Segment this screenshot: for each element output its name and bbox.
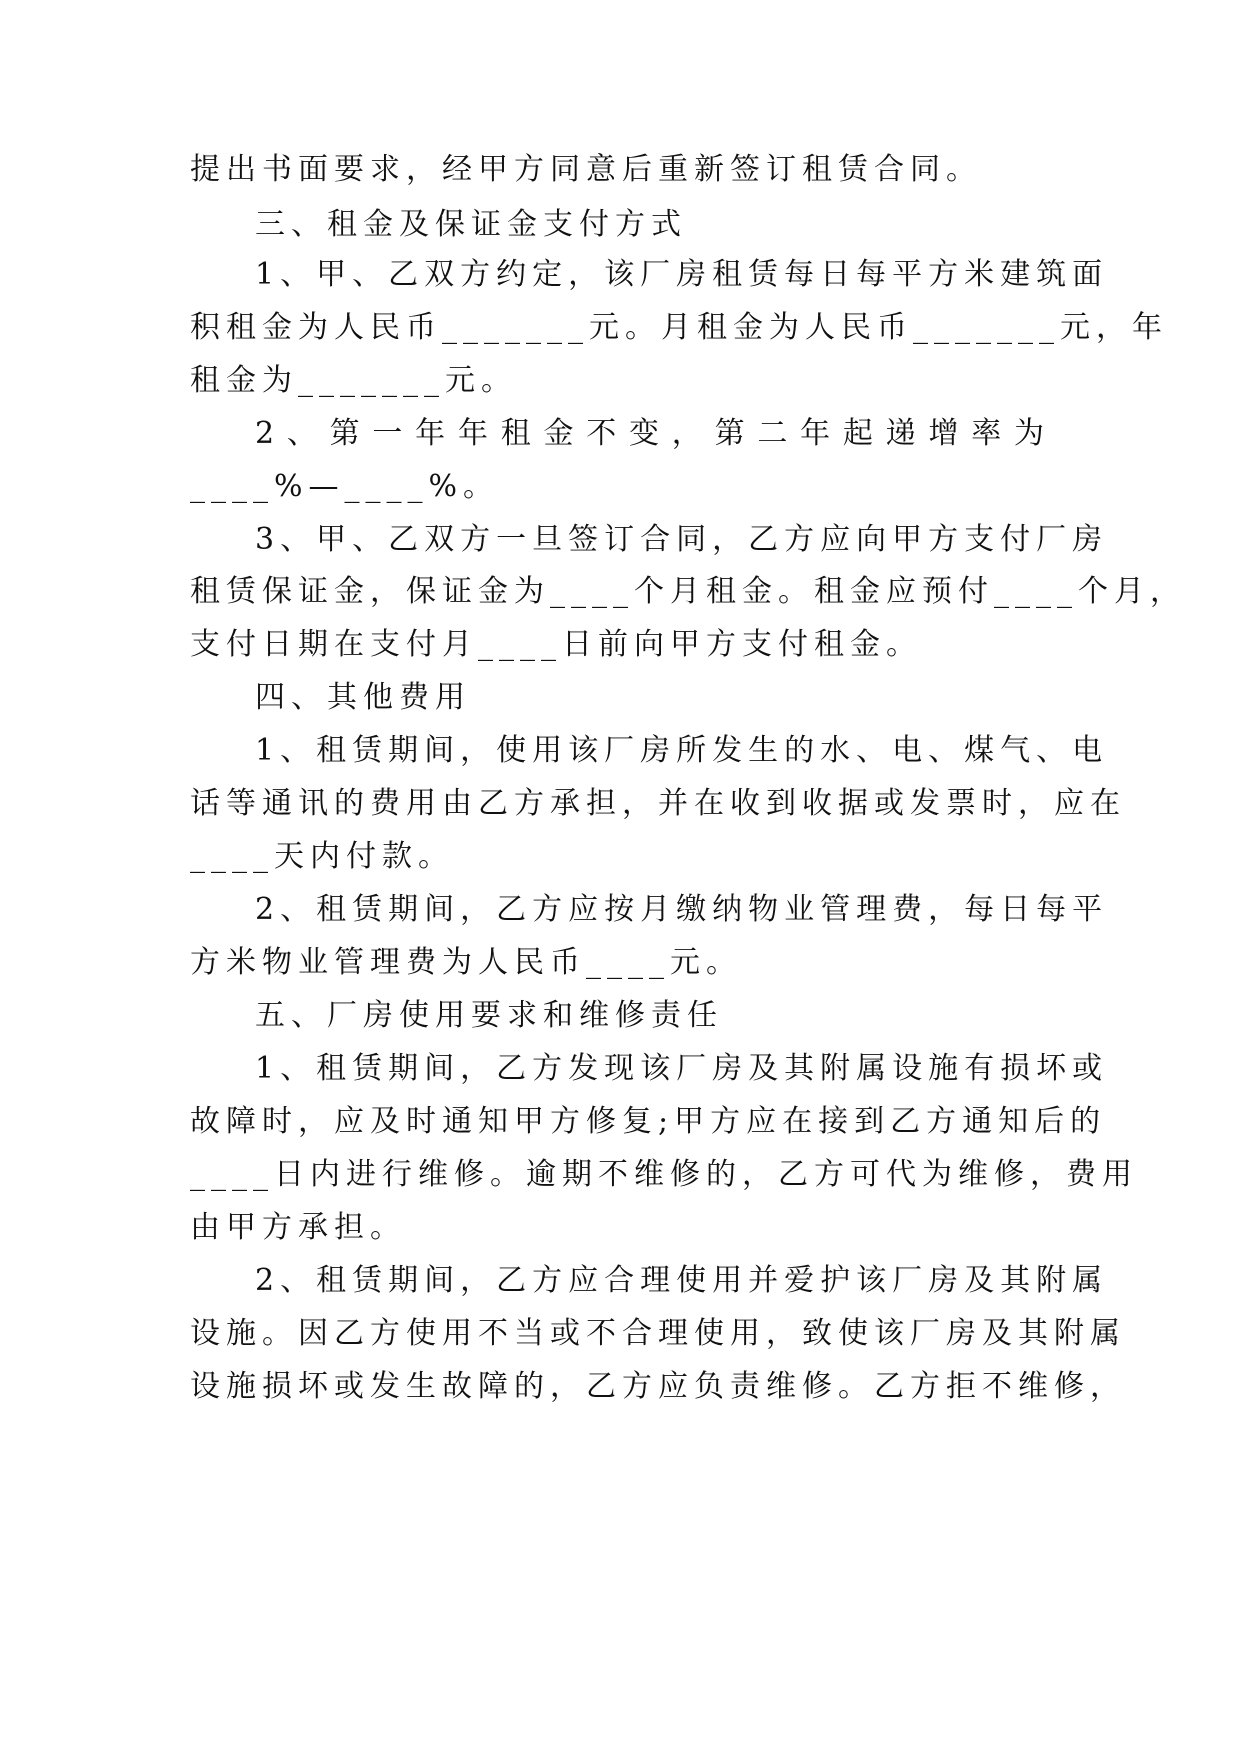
paragraph-line: 2、第一年年租金不变，第二年起递增率为 bbox=[255, 416, 1050, 451]
paragraph-line: 积租金为人民币_______元。月租金为人民币_______元，年 bbox=[190, 310, 1168, 345]
paragraph-line: ____天内付款。 bbox=[190, 839, 454, 874]
paragraph-line: 2、租赁期间，乙方应按月缴纳物业管理费，每日每平 bbox=[255, 892, 1109, 927]
paragraph-line: ____日内进行维修。逾期不维修的，乙方可代为维修，费用 bbox=[190, 1157, 1138, 1192]
paragraph-line: ____%—____%。 bbox=[190, 469, 500, 504]
paragraph-line: 2、租赁期间，乙方应合理使用并爱护该厂房及其附属 bbox=[255, 1263, 1109, 1298]
paragraph-line: 3、甲、乙双方一旦签订合同，乙方应向甲方支付厂房 bbox=[255, 522, 1109, 557]
paragraph-line: 设施。因乙方使用不当或不合理使用，致使该厂房及其附属 bbox=[190, 1316, 1126, 1351]
paragraph-line: 提出书面要求，经甲方同意后重新签订租赁合同。 bbox=[190, 152, 982, 187]
section-heading-rent-deposit: 三、租金及保证金支付方式 bbox=[255, 207, 687, 242]
paragraph-line: 故障时，应及时通知甲方修复;甲方应在接到乙方通知后的 bbox=[190, 1104, 1107, 1139]
section-heading-usage-maintenance: 五、厂房使用要求和维修责任 bbox=[255, 998, 723, 1033]
paragraph-line: 由甲方承担。 bbox=[190, 1210, 406, 1245]
paragraph-line: 1、租赁期间，乙方发现该厂房及其附属设施有损坏或 bbox=[255, 1051, 1109, 1086]
paragraph-line: 1、甲、乙双方约定，该厂房租赁每日每平方米建筑面 bbox=[255, 257, 1109, 292]
paragraph-line: 租金为_______元。 bbox=[190, 363, 517, 398]
paragraph-line: 支付日期在支付月____日前向甲方支付租金。 bbox=[190, 627, 922, 662]
paragraph-line: 1、租赁期间，使用该厂房所发生的水、电、煤气、电 bbox=[255, 733, 1109, 768]
paragraph-line: 设施损坏或发生故障的，乙方应负责维修。乙方拒不维修， bbox=[190, 1369, 1126, 1404]
paragraph-line: 方米物业管理费为人民币____元。 bbox=[190, 945, 742, 980]
paragraph-line: 租赁保证金，保证金为____个月租金。租金应预付____个月， bbox=[190, 574, 1186, 609]
section-heading-other-fees: 四、其他费用 bbox=[255, 680, 471, 715]
paragraph-line: 话等通讯的费用由乙方承担，并在收到收据或发票时，应在 bbox=[190, 786, 1126, 821]
